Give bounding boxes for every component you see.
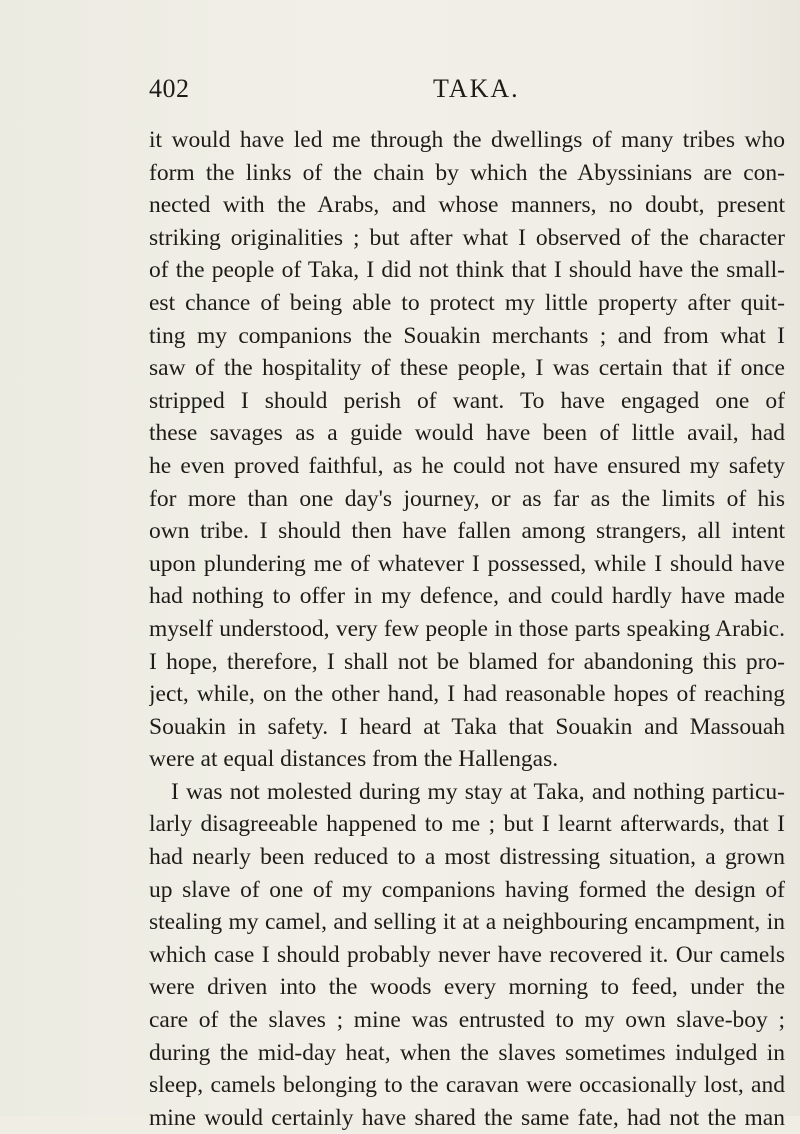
text-line: he even proved faithful, as he could not have ensured my safety <box>149 452 785 479</box>
text-line: myself understood, very few people in those parts speaking Arabic. <box>149 615 785 642</box>
running-head <box>0 74 800 114</box>
text-line: were at equal distances from the Hallengas. <box>149 746 559 773</box>
text-line: for more than one day's journey, or as far as the limits of his <box>149 485 785 512</box>
text-line: had nearly been reduced to a most distressing situation, a grown <box>149 844 785 871</box>
text-line: mine would certainly have shared the same fate, had not the man <box>149 1104 785 1131</box>
text-line: form the links of the chain by which the Abyssinians are con- <box>149 159 785 186</box>
text-line: up slave of one of my companions having formed the design of <box>149 876 785 903</box>
text-line: upon plundering me of whatever I possessed, while I should have <box>149 550 785 577</box>
text-line: sleep, camels belonging to the caravan were occasionally lost, and <box>149 1072 785 1099</box>
text-line: saw of the hospitality of these people, I was certain that if once <box>149 355 785 382</box>
text-line: had nothing to offer in my defence, and could hardly have made <box>149 583 785 610</box>
text-line: larly disagreeable happened to me ; but I learnt afterwards, that I <box>149 811 785 838</box>
page-number: 402 <box>149 74 190 103</box>
text-line: were driven into the woods every morning to feed, under the <box>149 974 785 1001</box>
text-line: est chance of being able to protect my little property after quit- <box>149 289 785 316</box>
text-line: it would have led me through the dwellings of many tribes who <box>149 127 785 153</box>
text-line: these savages as a guide would have been of little avail, had <box>149 420 785 447</box>
text-line: ting my companions the Souakin merchants ; and from what I <box>149 322 785 349</box>
body-text <box>149 124 785 1134</box>
text-line: stealing my camel, and selling it at a neighbouring encampment, in <box>149 909 785 936</box>
text-line: I hope, therefore, I shall not be blamed for abandoning this pro- <box>149 648 785 675</box>
text-line: which case I should probably never have recovered it. Our camels <box>149 941 785 968</box>
text-line: nected with the Arabs, and whose manners, no doubt, present <box>149 192 785 219</box>
text-line: care of the slaves ; mine was entrusted to my own slave-boy ; <box>149 1007 785 1034</box>
text-line: I was not molested during my stay at Taka, and nothing particu- <box>171 778 785 805</box>
text-line: ject, while, on the other hand, I had reasonable hopes of reaching <box>149 681 785 708</box>
text-line: Souakin in safety. I heard at Taka that Souakin and Massouah <box>149 713 785 740</box>
text-line: striking originalities ; but after what I observed of the character <box>149 224 785 251</box>
running-title: TAKA. <box>433 74 520 103</box>
text-line: own tribe. I should then have fallen among strangers, all intent <box>149 518 785 545</box>
text-line: during the mid-day heat, when the slaves sometimes indulged in <box>149 1039 785 1066</box>
text-line: stripped I should perish of want. To have engaged one of <box>149 387 785 414</box>
text-line: of the people of Taka, I did not think that I should have the small- <box>149 257 785 284</box>
